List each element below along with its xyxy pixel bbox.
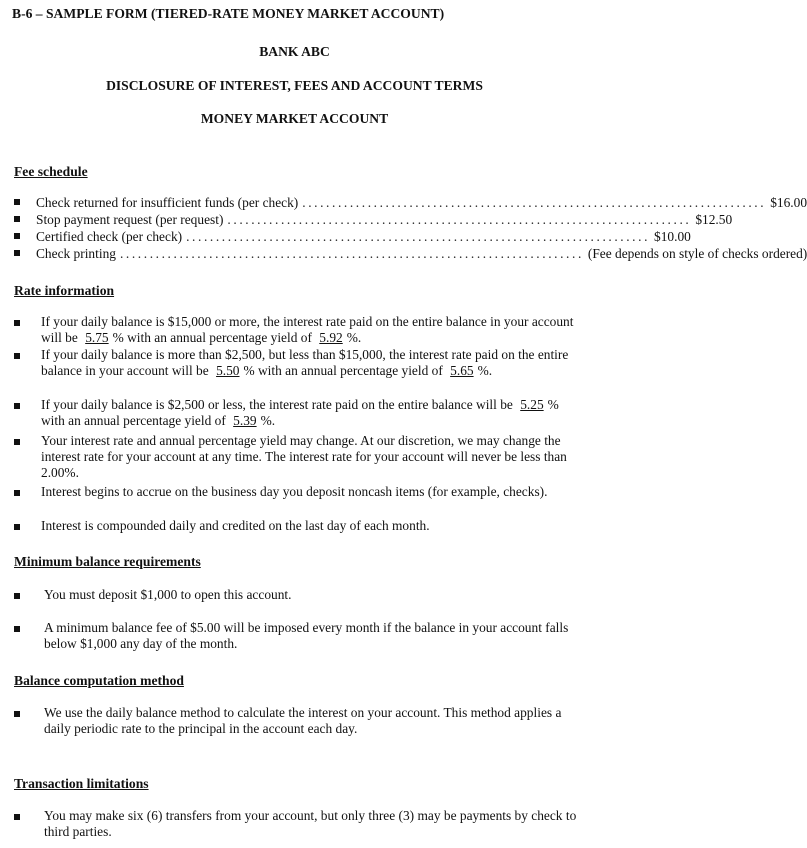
list-item-text: You must deposit $1,000 to open this account. <box>44 587 292 602</box>
apy-value: 5.39 <box>233 413 257 428</box>
list-item <box>14 518 584 534</box>
apy-value: 5.92 <box>319 330 343 345</box>
fee-amount: (Fee depends on style of checks ordered) <box>587 246 807 261</box>
tier-text: %. <box>477 363 493 378</box>
tier-text: %. <box>346 330 362 345</box>
minimum-balance-heading: Minimum balance requirements <box>14 554 201 569</box>
bullet-icon <box>14 626 20 632</box>
tier-text: If your daily balance is $15,000 or more, the interest rate paid on the entire balance in your account will be <box>41 314 574 345</box>
bullet-icon <box>14 814 20 820</box>
list-item-text: Your interest rate and annual percentage yield may change. At our discretion, we may change the interest rate for your account at any time. The interest rate for your account will never be less than 2.00%. <box>41 433 567 480</box>
rate-tier-item <box>14 397 584 429</box>
dot-leader: .............................................................................. <box>227 212 692 227</box>
list-item <box>14 484 584 500</box>
fee-row <box>14 195 807 212</box>
list-item <box>14 808 584 840</box>
list-item-text: A minimum balance fee of $5.00 will be imposed every month if the balance in your account falls below $1,000 any day of the month. <box>44 620 569 651</box>
tier-text: % with an annual percentage yield of <box>243 363 443 378</box>
tier-text: If your daily balance is $2,500 or less, the interest rate paid on the entire balance will be <box>41 397 513 412</box>
interest-rate-value: 5.25 <box>520 397 544 412</box>
tier-text: %. <box>260 413 276 428</box>
transaction-limitations-heading: Transaction limitations <box>14 776 149 791</box>
tier-text: % with an annual percentage yield of <box>112 330 312 345</box>
balance-computation-heading: Balance computation method <box>14 673 184 688</box>
dot-leader: .............................................................................. <box>119 246 584 261</box>
bullet-icon <box>14 403 20 409</box>
fee-amount: $12.50 <box>695 212 733 227</box>
bullet-icon <box>14 490 20 496</box>
fee-label: Stop payment request (per request) <box>36 212 224 227</box>
fee-row <box>14 229 691 246</box>
fee-amount: $10.00 <box>654 229 691 244</box>
bank-name: BANK ABC <box>259 44 330 59</box>
disclosure-title: DISCLOSURE OF INTEREST, FEES AND ACCOUNT TERMS <box>106 78 483 93</box>
dot-leader: .............................................................................. <box>302 195 767 210</box>
fee-row <box>14 212 733 229</box>
bullet-icon <box>14 250 20 256</box>
tier-text: % with an annual percentage yield of <box>41 397 559 428</box>
account-title: MONEY MARKET ACCOUNT <box>200 111 389 126</box>
bullet-icon <box>14 233 20 239</box>
list-item-text: Interest begins to accrue on the business day you deposit noncash items (for example, checks). <box>41 484 548 499</box>
fee-label: Certified check (per check) <box>36 229 183 244</box>
interest-rate-value: 5.75 <box>85 330 109 345</box>
interest-rate-value: 5.50 <box>216 363 240 378</box>
apy-value: 5.65 <box>450 363 474 378</box>
list-item <box>14 705 584 737</box>
fee-schedule-heading: Fee schedule <box>14 164 88 179</box>
bullet-icon <box>14 524 20 530</box>
dot-leader: .............................................................................. <box>186 229 651 244</box>
list-item <box>14 433 584 481</box>
fee-label: Check printing <box>36 246 116 261</box>
bullet-icon <box>14 439 20 445</box>
rate-tier-item <box>14 314 584 346</box>
list-item-text: Interest is compounded daily and credited on the last day of each month. <box>41 518 430 533</box>
bullet-icon <box>14 593 20 599</box>
fee-row <box>14 246 807 263</box>
rate-tier-item <box>14 347 584 379</box>
bullet-icon <box>14 199 20 205</box>
bullet-icon <box>14 320 20 326</box>
rate-information-heading: Rate information <box>14 283 115 298</box>
list-item <box>14 620 584 652</box>
list-item-text: You may make six (6) transfers from your account, but only three (3) may be payments by check to third parties. <box>44 808 577 839</box>
bullet-icon <box>14 711 20 717</box>
list-item <box>14 587 584 603</box>
fee-label: Check returned for insufficient funds (per check) <box>36 195 299 210</box>
bullet-icon <box>14 353 20 359</box>
fee-amount: $16.00 <box>770 195 807 210</box>
bullet-icon <box>14 216 20 222</box>
form-title: B-6 – SAMPLE FORM (TIERED-RATE MONEY MARKET ACCOUNT) <box>12 6 445 21</box>
tier-text: If your daily balance is more than $2,500, but less than $15,000, the interest rate paid on the entire balance in your account will be <box>41 347 569 378</box>
list-item-text: We use the daily balance method to calculate the interest on your account. This method applies a daily periodic rate to the principal in the account each day. <box>44 705 562 736</box>
